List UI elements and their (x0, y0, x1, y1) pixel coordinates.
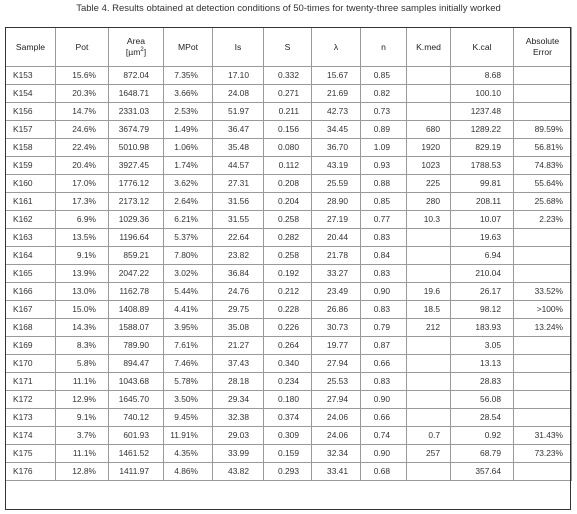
cell-mpot: 7.46% (164, 355, 213, 373)
cell-sample: K154 (6, 85, 56, 103)
cell-lambda: 42.73 (312, 103, 361, 121)
cell-kcal: 98.12 (451, 301, 514, 319)
cell-pot: 11.1% (56, 445, 109, 463)
cell-n: 0.83 (361, 265, 407, 283)
cell-kmed: 212 (407, 319, 451, 337)
cell-pot: 24.6% (56, 121, 109, 139)
cell-kmed: 257 (407, 445, 451, 463)
cell-s: 0.159 (264, 445, 312, 463)
cell-mpot: 3.66% (164, 85, 213, 103)
cell-n: 0.90 (361, 283, 407, 301)
cell-area: 1029.36 (109, 211, 164, 229)
cell-s: 0.226 (264, 319, 312, 337)
cell-mpot: 3.02% (164, 265, 213, 283)
cell-kcal: 829.19 (451, 139, 514, 157)
cell-sample: K159 (6, 157, 56, 175)
cell-sample: K173 (6, 409, 56, 427)
cell-sample: K171 (6, 373, 56, 391)
cell-n: 0.87 (361, 337, 407, 355)
cell-pot: 22.4% (56, 139, 109, 157)
cell-s: 0.374 (264, 409, 312, 427)
cell-kmed: 19.6 (407, 283, 451, 301)
cell-sample: K172 (6, 391, 56, 409)
cell-lambda: 43.19 (312, 157, 361, 175)
cell-lambda: 26.86 (312, 301, 361, 319)
cell-pot: 12.9% (56, 391, 109, 409)
cell-area: 1043.68 (109, 373, 164, 391)
cell-lambda: 33.41 (312, 463, 361, 481)
cell-lambda: 30.73 (312, 319, 361, 337)
cell-area: 872.04 (109, 67, 164, 85)
cell-pot: 13.9% (56, 265, 109, 283)
cell-lambda: 24.06 (312, 409, 361, 427)
cell-absolute-error: 13.24% (514, 319, 572, 337)
cell-s: 0.192 (264, 265, 312, 283)
cell-kmed: 1920 (407, 139, 451, 157)
cell-kcal: 1237.48 (451, 103, 514, 121)
cell-is: 33.99 (213, 445, 264, 463)
cell-absolute-error: 31.43% (514, 427, 572, 445)
cell-lambda: 23.49 (312, 283, 361, 301)
cell-mpot: 9.45% (164, 409, 213, 427)
cell-area: 859.21 (109, 247, 164, 265)
cell-kcal: 56.08 (451, 391, 514, 409)
cell-n: 0.93 (361, 157, 407, 175)
cell-lambda: 20.44 (312, 229, 361, 247)
cell-sample: K156 (6, 103, 56, 121)
cell-n: 0.89 (361, 121, 407, 139)
cell-pot: 9.1% (56, 409, 109, 427)
cell-mpot: 5.37% (164, 229, 213, 247)
cell-kcal: 100.10 (451, 85, 514, 103)
cell-kcal: 208.11 (451, 193, 514, 211)
header-s: S (264, 28, 312, 67)
cell-lambda: 34.45 (312, 121, 361, 139)
cell-mpot: 4.35% (164, 445, 213, 463)
table-frame (5, 27, 571, 510)
cell-pot: 15.6% (56, 67, 109, 85)
cell-lambda: 19.77 (312, 337, 361, 355)
cell-n: 1.09 (361, 139, 407, 157)
cell-mpot: 6.21% (164, 211, 213, 229)
cell-area: 3674.79 (109, 121, 164, 139)
header-mpot: MPot (164, 28, 213, 67)
cell-pot: 17.3% (56, 193, 109, 211)
cell-sample: K175 (6, 445, 56, 463)
cell-mpot: 4.86% (164, 463, 213, 481)
cell-pot: 15.0% (56, 301, 109, 319)
cell-lambda: 33.27 (312, 265, 361, 283)
cell-is: 29.03 (213, 427, 264, 445)
cell-mpot: 5.44% (164, 283, 213, 301)
cell-kcal: 0.92 (451, 427, 514, 445)
cell-is: 36.47 (213, 121, 264, 139)
cell-area: 1648.71 (109, 85, 164, 103)
cell-lambda: 21.78 (312, 247, 361, 265)
cell-sample: K162 (6, 211, 56, 229)
cell-mpot: 4.41% (164, 301, 213, 319)
cell-kmed: 0.7 (407, 427, 451, 445)
cell-sample: K166 (6, 283, 56, 301)
cell-is: 32.38 (213, 409, 264, 427)
cell-s: 0.112 (264, 157, 312, 175)
cell-is: 27.31 (213, 175, 264, 193)
header-pot: Pot (56, 28, 109, 67)
header-area-unit-suffix: ] (143, 47, 147, 57)
cell-area: 3927.45 (109, 157, 164, 175)
cell-is: 35.08 (213, 319, 264, 337)
cell-is: 24.76 (213, 283, 264, 301)
cell-kmed: 18.5 (407, 301, 451, 319)
cell-mpot: 7.61% (164, 337, 213, 355)
cell-absolute-error: 56.81% (514, 139, 572, 157)
cell-is: 28.18 (213, 373, 264, 391)
cell-absolute-error: 73.23% (514, 445, 572, 463)
cell-kmed: 10.3 (407, 211, 451, 229)
cell-kcal: 3.05 (451, 337, 514, 355)
cell-kcal: 183.93 (451, 319, 514, 337)
cell-area: 1645.70 (109, 391, 164, 409)
cell-kcal: 8.68 (451, 67, 514, 85)
header-kcal: K.cal (451, 28, 514, 67)
cell-area: 740.12 (109, 409, 164, 427)
cell-n: 0.85 (361, 193, 407, 211)
cell-s: 0.228 (264, 301, 312, 319)
cell-mpot: 5.78% (164, 373, 213, 391)
cell-s: 0.271 (264, 85, 312, 103)
cell-is: 44.57 (213, 157, 264, 175)
cell-is: 37.43 (213, 355, 264, 373)
cell-kcal: 28.54 (451, 409, 514, 427)
cell-n: 0.66 (361, 355, 407, 373)
cell-sample: K165 (6, 265, 56, 283)
cell-kcal: 13.13 (451, 355, 514, 373)
cell-s: 0.208 (264, 175, 312, 193)
cell-pot: 20.4% (56, 157, 109, 175)
cell-kmed: 1023 (407, 157, 451, 175)
cell-sample: K169 (6, 337, 56, 355)
cell-n: 0.73 (361, 103, 407, 121)
cell-mpot: 1.74% (164, 157, 213, 175)
cell-kcal: 210.04 (451, 265, 514, 283)
cell-s: 0.180 (264, 391, 312, 409)
cell-mpot: 2.64% (164, 193, 213, 211)
header-area-unit-sup: 2 (140, 47, 144, 54)
cell-n: 0.83 (361, 301, 407, 319)
cell-mpot: 2.53% (164, 103, 213, 121)
cell-kcal: 99.81 (451, 175, 514, 193)
cell-s: 0.211 (264, 103, 312, 121)
cell-area: 2047.22 (109, 265, 164, 283)
cell-absolute-error: 2.23% (514, 211, 572, 229)
cell-kcal: 1289.22 (451, 121, 514, 139)
cell-lambda: 21.69 (312, 85, 361, 103)
cell-is: 23.82 (213, 247, 264, 265)
cell-kcal: 357.64 (451, 463, 514, 481)
cell-kcal: 10.07 (451, 211, 514, 229)
cell-area: 1588.07 (109, 319, 164, 337)
cell-pot: 14.3% (56, 319, 109, 337)
cell-pot: 8.3% (56, 337, 109, 355)
cell-n: 0.83 (361, 229, 407, 247)
cell-kmed: 280 (407, 193, 451, 211)
cell-kcal: 26.17 (451, 283, 514, 301)
cell-mpot: 7.80% (164, 247, 213, 265)
cell-s: 0.234 (264, 373, 312, 391)
cell-area: 1461.52 (109, 445, 164, 463)
cell-is: 31.56 (213, 193, 264, 211)
cell-s: 0.204 (264, 193, 312, 211)
cell-is: 31.55 (213, 211, 264, 229)
cell-kmed: 225 (407, 175, 451, 193)
cell-lambda: 28.90 (312, 193, 361, 211)
cell-pot: 9.1% (56, 247, 109, 265)
cell-is: 29.34 (213, 391, 264, 409)
cell-lambda: 25.59 (312, 175, 361, 193)
cell-kmed: 680 (407, 121, 451, 139)
header-sample: Sample (6, 28, 56, 67)
cell-n: 0.68 (361, 463, 407, 481)
cell-mpot: 3.95% (164, 319, 213, 337)
cell-kcal: 1788.53 (451, 157, 514, 175)
cell-sample: K168 (6, 319, 56, 337)
cell-s: 0.264 (264, 337, 312, 355)
header-n: n (361, 28, 407, 67)
cell-is: 17.10 (213, 67, 264, 85)
cell-n: 0.90 (361, 445, 407, 463)
cell-absolute-error: 89.59% (514, 121, 572, 139)
cell-mpot: 11.91% (164, 427, 213, 445)
cell-area: 1408.89 (109, 301, 164, 319)
cell-area: 2331.03 (109, 103, 164, 121)
header-kmed: K.med (407, 28, 451, 67)
cell-sample: K174 (6, 427, 56, 445)
cell-absolute-error: 25.68% (514, 193, 572, 211)
cell-s: 0.332 (264, 67, 312, 85)
cell-kcal: 19.63 (451, 229, 514, 247)
cell-sample: K157 (6, 121, 56, 139)
cell-n: 0.84 (361, 247, 407, 265)
cell-n: 0.88 (361, 175, 407, 193)
cell-sample: K153 (6, 67, 56, 85)
cell-s: 0.258 (264, 247, 312, 265)
cell-is: 43.82 (213, 463, 264, 481)
cell-area: 601.93 (109, 427, 164, 445)
cell-s: 0.080 (264, 139, 312, 157)
cell-area: 1776.12 (109, 175, 164, 193)
cell-n: 0.83 (361, 373, 407, 391)
cell-pot: 6.9% (56, 211, 109, 229)
header-area-line1: Area (126, 36, 146, 46)
table-caption: Table 4. Results obtained at detection conditions of 50-times for twenty-three samples initially worked (76, 3, 501, 14)
cell-s: 0.293 (264, 463, 312, 481)
cell-lambda: 27.94 (312, 391, 361, 409)
cell-n: 0.79 (361, 319, 407, 337)
cell-lambda: 36.70 (312, 139, 361, 157)
cell-lambda: 25.53 (312, 373, 361, 391)
header-is: Is (213, 28, 264, 67)
cell-absolute-error: 74.83% (514, 157, 572, 175)
cell-n: 0.74 (361, 427, 407, 445)
cell-s: 0.282 (264, 229, 312, 247)
cell-pot: 11.1% (56, 373, 109, 391)
cell-lambda: 24.06 (312, 427, 361, 445)
cell-absolute-error: 55.64% (514, 175, 572, 193)
cell-pot: 5.8% (56, 355, 109, 373)
cell-area: 1411.97 (109, 463, 164, 481)
cell-is: 21.27 (213, 337, 264, 355)
header-lambda: λ (312, 28, 361, 67)
cell-n: 0.66 (361, 409, 407, 427)
cell-mpot: 3.50% (164, 391, 213, 409)
cell-n: 0.90 (361, 391, 407, 409)
cell-kcal: 6.94 (451, 247, 514, 265)
cell-sample: K163 (6, 229, 56, 247)
cell-pot: 12.8% (56, 463, 109, 481)
cell-sample: K170 (6, 355, 56, 373)
cell-lambda: 15.67 (312, 67, 361, 85)
cell-mpot: 7.35% (164, 67, 213, 85)
cell-sample: K158 (6, 139, 56, 157)
cell-area: 2173.12 (109, 193, 164, 211)
cell-is: 24.08 (213, 85, 264, 103)
cell-absolute-error: >100% (514, 301, 572, 319)
cell-s: 0.212 (264, 283, 312, 301)
cell-s: 0.340 (264, 355, 312, 373)
cell-mpot: 3.62% (164, 175, 213, 193)
cell-area: 1196.64 (109, 229, 164, 247)
cell-s: 0.156 (264, 121, 312, 139)
cell-kcal: 68.79 (451, 445, 514, 463)
cell-pot: 17.0% (56, 175, 109, 193)
cell-mpot: 1.06% (164, 139, 213, 157)
cell-lambda: 32.34 (312, 445, 361, 463)
cell-is: 36.84 (213, 265, 264, 283)
cell-area: 1162.78 (109, 283, 164, 301)
cell-kcal: 28.83 (451, 373, 514, 391)
cell-is: 35.48 (213, 139, 264, 157)
cell-n: 0.85 (361, 67, 407, 85)
cell-pot: 13.5% (56, 229, 109, 247)
cell-sample: K164 (6, 247, 56, 265)
cell-pot: 20.3% (56, 85, 109, 103)
cell-sample: K167 (6, 301, 56, 319)
cell-lambda: 27.19 (312, 211, 361, 229)
cell-pot: 13.0% (56, 283, 109, 301)
cell-n: 0.77 (361, 211, 407, 229)
header-error-line1: Absolute (525, 36, 560, 46)
cell-s: 0.309 (264, 427, 312, 445)
cell-pot: 14.7% (56, 103, 109, 121)
cell-area: 789.90 (109, 337, 164, 355)
cell-is: 29.75 (213, 301, 264, 319)
cell-mpot: 1.49% (164, 121, 213, 139)
header-error-line2: Error (532, 47, 553, 57)
cell-s: 0.258 (264, 211, 312, 229)
cell-is: 51.97 (213, 103, 264, 121)
cell-sample: K161 (6, 193, 56, 211)
cell-absolute-error: 33.52% (514, 283, 572, 301)
cell-area: 5010.98 (109, 139, 164, 157)
cell-pot: 3.7% (56, 427, 109, 445)
cell-lambda: 27.94 (312, 355, 361, 373)
cell-is: 22.64 (213, 229, 264, 247)
cell-sample: K160 (6, 175, 56, 193)
header-area-unit-prefix: [µm (125, 47, 141, 57)
cell-area: 894.47 (109, 355, 164, 373)
cell-n: 0.82 (361, 85, 407, 103)
cell-sample: K176 (6, 463, 56, 481)
